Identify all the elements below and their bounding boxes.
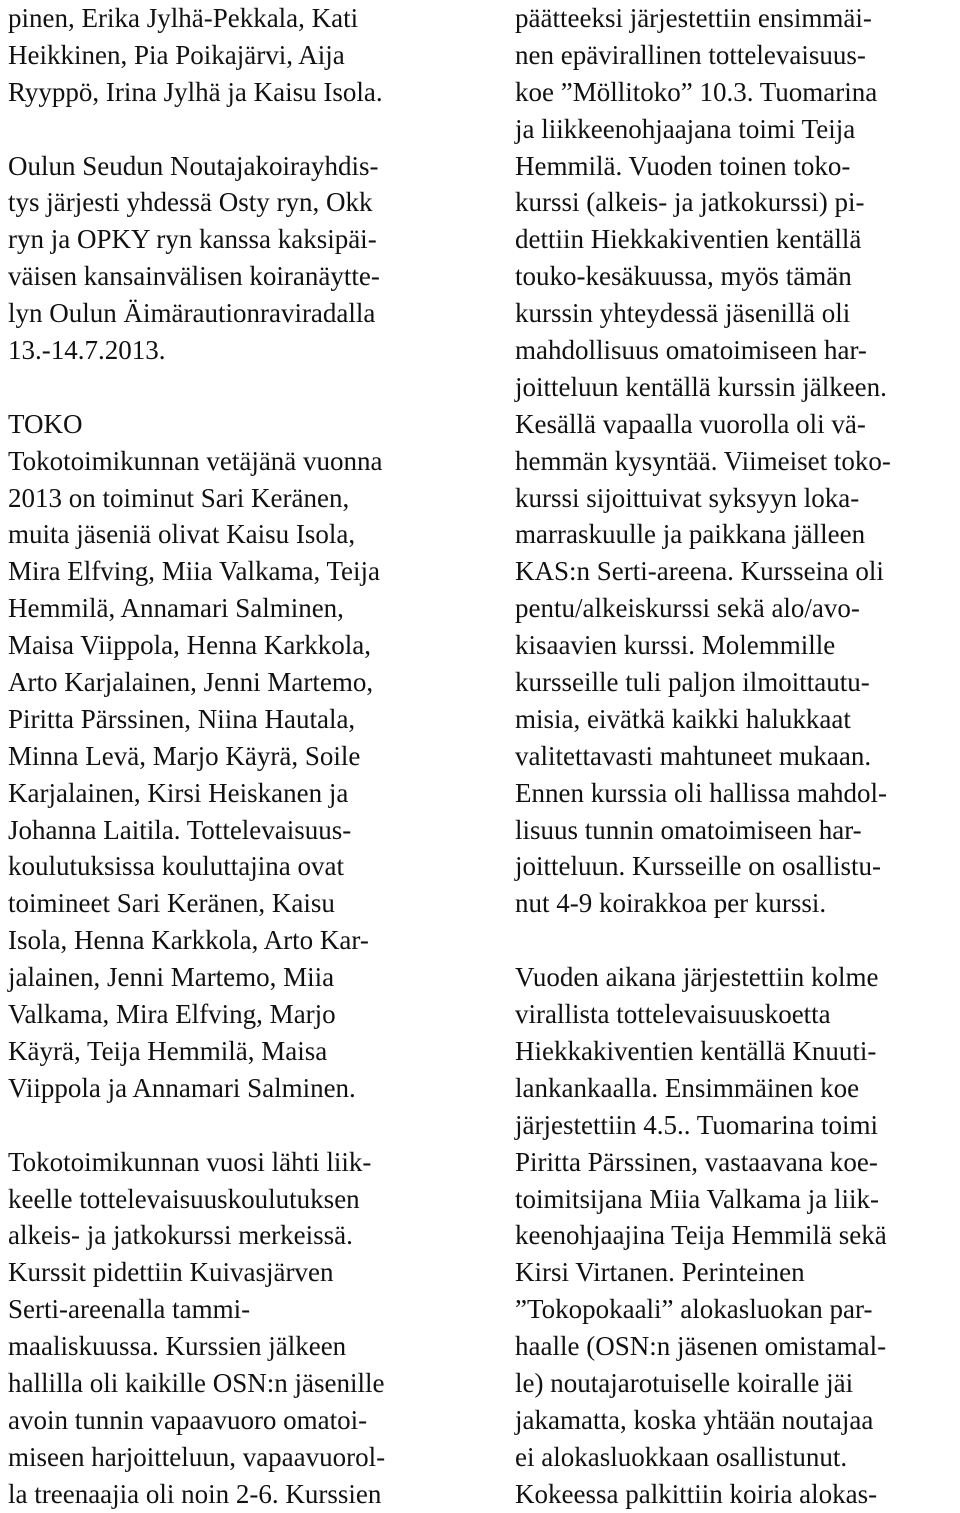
- left-column-line: Tokotoimikunnan vuosi lähti liik-: [8, 1146, 372, 1177]
- right-column-line: touko-kesäkuussa, myös tämän: [515, 261, 852, 292]
- left-column-line: avoin tunnin vapaavuoro omatoi-: [8, 1404, 368, 1435]
- left-column-line: Hemmilä, Annamari Salminen,: [8, 593, 344, 624]
- right-column-line: lisuus tunnin omatoimiseen har-: [515, 814, 862, 845]
- left-column-line: jalainen, Jenni Martemo, Miia: [8, 962, 335, 993]
- right-column-line: Ennen kurssia oli hallissa mahdol-: [515, 777, 887, 808]
- left-column-line: Johanna Laitila. Tottelevaisuus-: [8, 814, 352, 845]
- right-column-line: kursseille tuli paljon ilmoittautu-: [515, 667, 870, 698]
- left-column-line: Minna Levä, Marjo Käyrä, Soile: [8, 740, 361, 771]
- right-column-line: Kokeessa palkittiin koiria alokas-: [515, 1478, 878, 1509]
- left-column-line: TOKO: [8, 408, 83, 439]
- left-column-line: ryn ja OPKY ryn kanssa kaksipäi-: [8, 224, 377, 255]
- right-column-line: Kesällä vapaalla vuorolla oli vä-: [515, 408, 866, 439]
- right-column-line: Piritta Pärssinen, vastaavana koe-: [515, 1146, 878, 1177]
- right-column-line: Kirsi Virtanen. Perinteinen: [515, 1257, 805, 1288]
- right-column-line: marraskuulle ja paikkana jälleen: [515, 519, 866, 550]
- left-column-line: Piritta Pärssinen, Niina Hautala,: [8, 703, 356, 734]
- left-column-line: hallilla oli kaikille OSN:n jäsenille: [8, 1367, 385, 1398]
- left-column-line: Ryyppö, Irina Jylhä ja Kaisu Isola.: [8, 76, 383, 107]
- left-column-line: Viippola ja Annamari Salminen.: [8, 1072, 356, 1103]
- right-column-line: Vuoden aikana järjestettiin kolme: [515, 962, 879, 993]
- right-column-line: mahdollisuus omatoimiseen har-: [515, 335, 867, 366]
- left-column-line: Arto Karjalainen, Jenni Martemo,: [8, 667, 374, 698]
- right-column-line: järjestettiin 4.5.. Tuomarina toimi: [515, 1109, 878, 1140]
- right-column-line: haalle (OSN:n jäsenen omistamal-: [515, 1331, 887, 1362]
- left-column-line: Maisa Viippola, Henna Karkkola,: [8, 630, 372, 661]
- left-column-line: Isola, Henna Karkkola, Arto Kar-: [8, 925, 369, 956]
- right-column-line: jakamatta, koska yhtään noutajaa: [515, 1404, 874, 1435]
- right-column-line: joitteluun. Kursseille on osallistu-: [515, 851, 881, 882]
- right-column-line: virallista tottelevaisuuskoetta: [515, 999, 831, 1030]
- left-column-line: pinen, Erika Jylhä-Pekkala, Kati: [8, 3, 359, 33]
- left-column-line: Tokotoimikunnan vetäjänä vuonna: [8, 445, 383, 476]
- right-column-line: kurssi sijoittuivat syksyyn loka-: [515, 482, 860, 513]
- left-column-line: Karjalainen, Kirsi Heiskanen ja: [8, 777, 349, 808]
- right-column-line: le) noutajarotuiselle koiralle jäi: [515, 1367, 854, 1398]
- right-column-line: ei alokasluokkaan osallistunut.: [515, 1441, 848, 1472]
- left-column-line: miseen harjoitteluun, vapaavuorol-: [8, 1441, 386, 1472]
- left-column-line: 2013 on toiminut Sari Keränen,: [8, 482, 350, 513]
- left-column-line: maaliskuussa. Kurssien jälkeen: [8, 1331, 347, 1362]
- left-column-line: 13.-14.7.2013.: [8, 335, 166, 366]
- right-column-line: hemmän kysyntää. Viimeiset toko-: [515, 445, 891, 476]
- right-column-line: keenohjaajina Teija Hemmilä sekä: [515, 1220, 887, 1251]
- left-column-line: Heikkinen, Pia Poikajärvi, Aija: [8, 39, 345, 70]
- right-column-line: joitteluun kentällä kurssin jälkeen.: [515, 371, 887, 402]
- paragraph-gap: [8, 1107, 468, 1144]
- right-column-line: pentu/alkeiskurssi sekä alo/avo-: [515, 593, 860, 624]
- left-column-line: lyn Oulun Äimärautionraviradalla: [8, 298, 376, 329]
- left-column-line: toimineet Sari Keränen, Kaisu: [8, 888, 335, 919]
- right-column-line: dettiin Hiekkakiventien kentällä: [515, 224, 862, 255]
- right-column-line: päätteeksi järjestettiin ensimmäi-: [515, 3, 872, 33]
- left-column-line: tys järjesti yhdessä Osty ryn, Okk: [8, 187, 373, 218]
- left-column-line: keelle tottelevaisuuskoulutuksen: [8, 1183, 360, 1214]
- left-column-line: la treenaajia oli noin 2-6. Kurssien: [8, 1478, 382, 1509]
- right-column-line: nen epävirallinen tottelevaisuus-: [515, 39, 866, 70]
- left-column-line: alkeis- ja jatkokurssi merkeissä.: [8, 1220, 353, 1251]
- right-column-line: kurssin yhteydessä jäsenillä oli: [515, 298, 851, 329]
- paragraph-gap: [8, 369, 468, 406]
- left-column-line: Käyrä, Teija Hemmilä, Maisa: [8, 1035, 328, 1066]
- right-column-line: kisaavien kurssi. Molemmille: [515, 630, 836, 661]
- left-column-line: Valkama, Mira Elfving, Marjo: [8, 999, 336, 1030]
- right-column-line: ja liikkeenohjaajana toimi Teija: [515, 113, 856, 144]
- right-column-line: Hemmilä. Vuoden toinen toko-: [515, 150, 851, 181]
- right-column-line: toimitsijana Miia Valkama ja liik-: [515, 1183, 879, 1214]
- right-column-line: KAS:n Serti-areena. Kursseina oli: [515, 556, 884, 587]
- left-column-line: Kurssit pidettiin Kuivasjärven: [8, 1257, 334, 1288]
- right-column-line: nut 4-9 koirakkoa per kurssi.: [515, 888, 827, 919]
- left-column-line: väisen kansainvälisen koiranäytte-: [8, 261, 380, 292]
- left-column-line: Serti-areenalla tammi-: [8, 1294, 251, 1325]
- right-column-line: kurssi (alkeis- ja jatkokurssi) pi-: [515, 187, 865, 218]
- paragraph-gap: [515, 922, 960, 959]
- paragraph-gap: [8, 111, 468, 148]
- left-column-line: Mira Elfving, Miia Valkama, Teija: [8, 556, 381, 587]
- right-column-line: ”Tokopokaali” alokasluokan par-: [515, 1294, 873, 1325]
- left-text-column: [8, 0, 468, 1513]
- left-column-line: koulutuksissa kouluttajina ovat: [8, 851, 344, 882]
- right-column-line: lankankaalla. Ensimmäinen koe: [515, 1072, 860, 1103]
- right-text-column: [515, 0, 960, 1513]
- right-column-line: valitettavasti mahtuneet mukaan.: [515, 740, 872, 771]
- right-column-line: Hiekkakiventien kentällä Knuuti-: [515, 1035, 877, 1066]
- left-column-line: muita jäseniä olivat Kaisu Isola,: [8, 519, 356, 550]
- right-column-line: misia, eivätkä kaikki halukkaat: [515, 703, 851, 734]
- left-column-line: Oulun Seudun Noutajakoirayhdis-: [8, 150, 379, 181]
- right-column-line: koe ”Möllitoko” 10.3. Tuomarina: [515, 76, 878, 107]
